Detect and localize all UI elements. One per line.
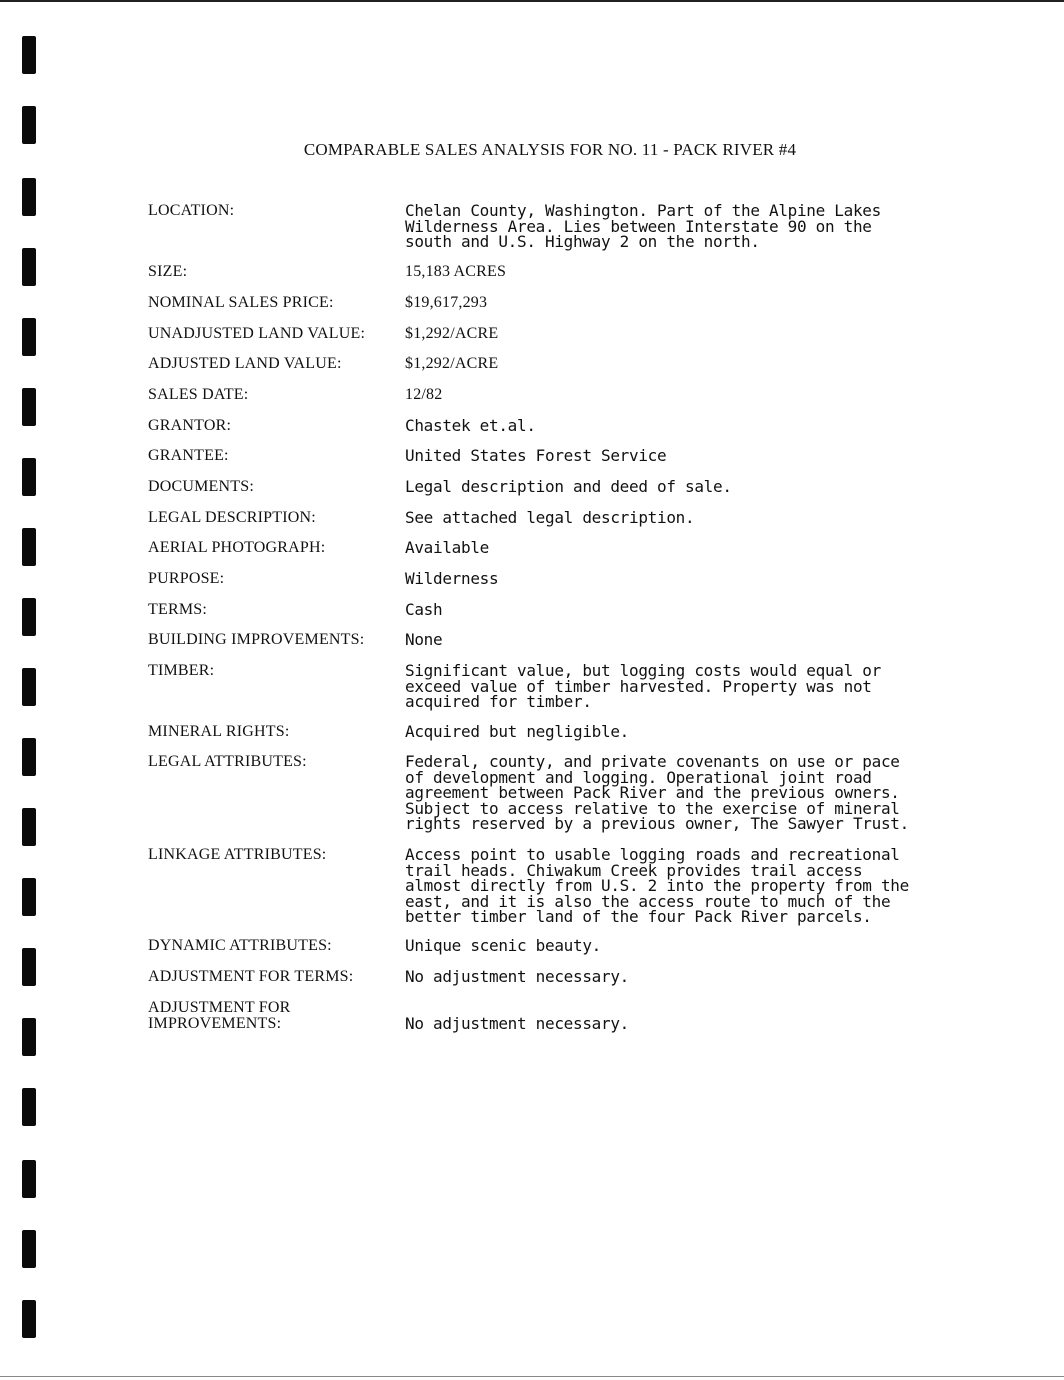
field-value: Chastek et.al. <box>405 416 536 435</box>
field-value: Available <box>405 538 489 557</box>
field-label: DOCUMENTS: <box>148 478 255 495</box>
field-value: $1,292/ACRE <box>405 325 499 342</box>
field-label: MINERAL RIGHTS: <box>148 723 290 740</box>
field-label: LINKAGE ATTRIBUTES: <box>148 846 327 863</box>
punch-hole-mark <box>22 458 36 496</box>
punch-hole-mark <box>22 106 36 144</box>
punch-hole-mark <box>22 668 36 706</box>
bottom-edge-rule <box>0 1376 1064 1377</box>
field-label: ADJUSTMENT FOR IMPROVEMENTS: <box>148 999 291 1032</box>
punch-hole-mark <box>22 388 36 426</box>
field-label: BUILDING IMPROVEMENTS: <box>148 631 365 648</box>
field-label: SALES DATE: <box>148 386 249 403</box>
field-value: Wilderness <box>405 569 499 588</box>
field-value: Unique scenic beauty. <box>405 936 601 955</box>
field-label: GRANTOR: <box>148 417 232 434</box>
field-value: 15,183 ACRES <box>405 263 507 280</box>
punch-hole-mark <box>22 318 36 356</box>
field-label: DYNAMIC ATTRIBUTES: <box>148 937 332 954</box>
punch-hole-mark <box>22 1230 36 1268</box>
field-label: SIZE: <box>148 263 188 280</box>
punch-hole-mark <box>22 738 36 776</box>
field-value: $1,292/ACRE <box>405 355 499 372</box>
field-label: NOMINAL SALES PRICE: <box>148 294 334 311</box>
punch-hole-mark <box>22 36 36 74</box>
field-value: Acquired but negligible. <box>405 722 629 741</box>
punch-hole-mark <box>22 178 36 216</box>
field-value: Cash <box>405 600 443 619</box>
punch-hole-mark <box>22 808 36 846</box>
field-value: Significant value, but logging costs would equal or exceed value of timber harvested. Property was not acquired for timber. <box>405 661 881 711</box>
field-label: LEGAL ATTRIBUTES: <box>148 753 307 770</box>
field-label: TERMS: <box>148 601 207 618</box>
field-label: GRANTEE: <box>148 447 229 464</box>
punch-hole-mark <box>22 1088 36 1126</box>
punch-hole-mark <box>22 1300 36 1338</box>
punch-hole-mark <box>22 948 36 986</box>
field-label: PURPOSE: <box>148 570 225 587</box>
field-value: None <box>405 630 443 649</box>
field-value: 12/82 <box>405 386 443 403</box>
punch-hole-mark <box>22 878 36 916</box>
field-value: Chelan County, Washington. Part of the Alpine Lakes Wilderness Area. Lies between Interstate 90 on the south and U.S. Highway 2 on the north. <box>405 201 881 251</box>
field-label: ADJUSTMENT FOR TERMS: <box>148 968 354 985</box>
field-value: $19,617,293 <box>405 294 488 311</box>
field-value: United States Forest Service <box>405 446 667 465</box>
field-value: See attached legal description. <box>405 508 695 527</box>
punch-hole-mark <box>22 598 36 636</box>
document-title: COMPARABLE SALES ANALYSIS FOR NO. 11 - PACK RIVER #4 <box>303 140 797 159</box>
field-value: Access point to usable logging roads and recreational trail heads. Chiwakum Creek provides trail access almost directly from U.S. 2 into the property from the east, and it is also the access route to much of the better timber land of the four Pack River parcels. <box>405 845 909 926</box>
top-edge-rule <box>0 0 1064 2</box>
field-label: LOCATION: <box>148 202 235 219</box>
field-label: UNADJUSTED LAND VALUE: <box>148 325 366 342</box>
field-value: No adjustment necessary. <box>405 967 629 986</box>
punch-hole-mark <box>22 528 36 566</box>
field-label: AERIAL PHOTOGRAPH: <box>148 539 326 556</box>
punch-hole-mark <box>22 1018 36 1056</box>
field-value: No adjustment necessary. <box>405 1014 629 1033</box>
punch-hole-mark <box>22 1160 36 1198</box>
field-value: Federal, county, and private covenants on use or pace of development and logging. Operational joint road agreement between Pack River and the previous owners. Subject to access relative to the exercise of mineral rights reserved by a previous owner, The Sawyer Trust. <box>405 752 909 833</box>
field-label: ADJUSTED LAND VALUE: <box>148 355 342 372</box>
field-value: Legal description and deed of sale. <box>405 477 732 496</box>
field-label: TIMBER: <box>148 662 215 679</box>
field-label: LEGAL DESCRIPTION: <box>148 509 316 526</box>
punch-hole-mark <box>22 248 36 286</box>
